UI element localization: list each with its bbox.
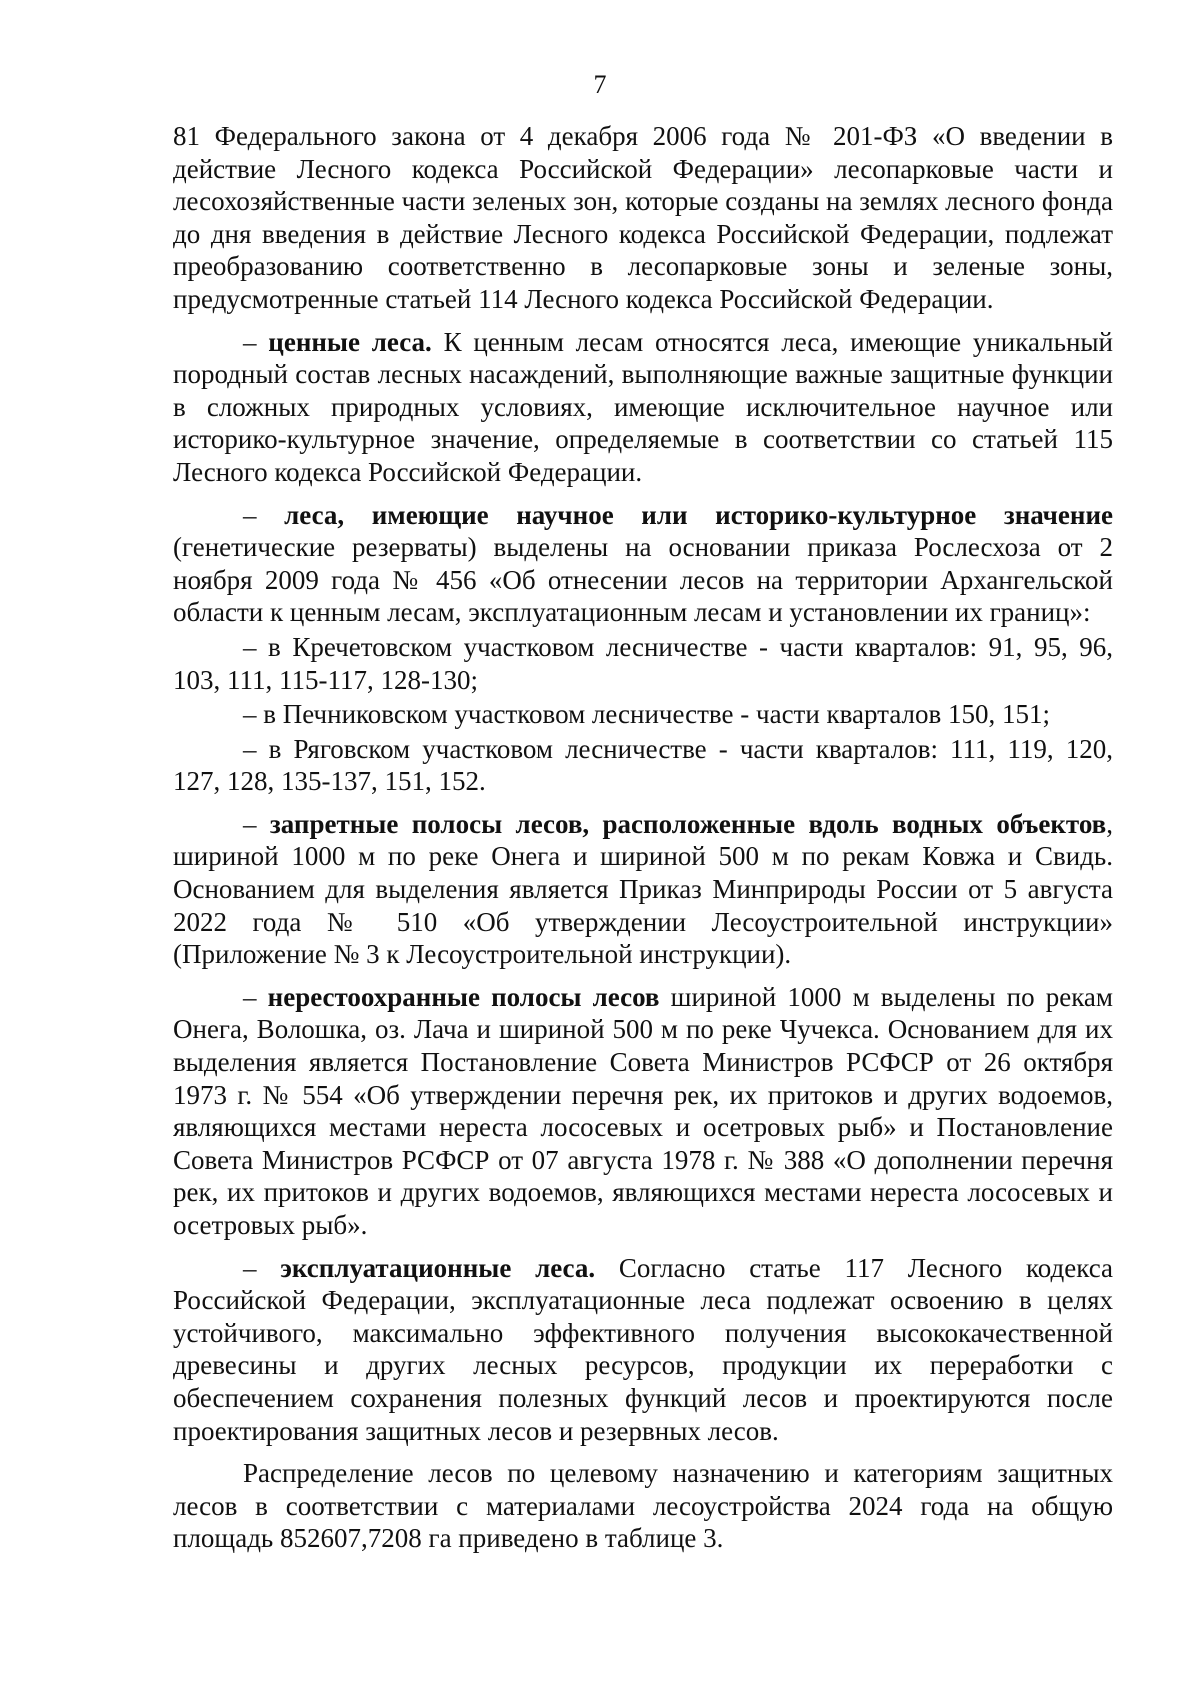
paragraph-text: (генетические резерваты) выделены на основании приказа Рослесхоза от 2 ноября 2009 года № 456 «Об отнесении лесов на территории Архангельской области к ценным лесам, эксплуатационным лесам и установлении их границ»: (173, 532, 1113, 628)
dash-prefix: – (243, 499, 285, 530)
page-number: 7 (593, 70, 607, 99)
term-heading: нерестоохранные полосы лесов (267, 981, 660, 1012)
paragraph-scientific-forests (173, 499, 1113, 629)
list-item-text: – в Печниковском участковом лесничестве - части кварталов 150, 151; (243, 699, 1051, 730)
paragraph-exploitation-forests (173, 1252, 1113, 1448)
paragraph-text: , шириной 1000 м по реке Онега и шириной 500 м по рекам Ковжа и Свидь. Основанием для выделения является Приказ Минприроды России от 5 августа 2022 года № 510 «Об утверждении Лесоустроительной инструкции» (Приложение № 3 к Лесоустроительной инструкции). (173, 808, 1114, 970)
dash-prefix: – (243, 808, 270, 839)
paragraph-text: Распределение лесов по целевому назначению и категориям защитных лесов в соответствии с материалами лесоустройства 2024 года на общую площадь 852607,7208 га приведено в таблице 3. (173, 1458, 1113, 1554)
term-heading: запретные полосы лесов, расположенные вдоль водных объектов (269, 808, 1107, 839)
dash-prefix: – (243, 1252, 281, 1283)
term-heading: эксплуатационные леса. (280, 1252, 596, 1283)
paragraph-text: шириной 1000 м выделены по рекам Онега, Волошка, оз. Лача и шириной 500 м по реке Чучекса. Основанием для их выделения является Постановление Совета Министров РСФСР от 26 октября 1973 г. № 554 «Об утверждении перечня рек, их притоков и других водоемов, являющихся местами нереста лососевых и осетровых рыб» и Постановление Совета Министров РСФСР от 07 августа 1978 г. № 388 «О дополнении перечня рек, их притоков и других водоемов, являющихся местами нереста лососевых и осетровых рыб». (173, 981, 1113, 1240)
list-item-pechnikovsky (173, 698, 1113, 731)
paragraph-text: К ценным лесам относятся леса, имеющие уникальный породный состав лесных насаждений, выполняющие важные защитные функции в сложных природных условиях, имеющие исключительное научное или историко-культурное значение, определяемые в соответствии со статьей 115 Лесного кодекса Российской Федерации. (173, 326, 1114, 487)
paragraph-text: Согласно статье 117 Лесного кодекса Российской Федерации, эксплуатационные леса подлежат освоению в целях устойчивого, максимально эффективного получения высококачественной древесины и других лесных ресурсов, продукции их переработки с обеспечением сохранения полезных функций лесов и проектируются после проектирования защитных лесов и резервных лесов. (173, 1252, 1113, 1446)
dash-prefix: – (243, 326, 269, 357)
paragraph-spawning-strips (173, 981, 1113, 1242)
term-heading: леса, имеющие научное или историко-культурное значение (284, 499, 1113, 530)
paragraph-valuable-forests (173, 326, 1113, 489)
list-item-text: – в Кречетовском участковом лесничестве - части кварталов: 91, 95, 96, 103, 111, 115-117, 128-130; (173, 631, 1113, 695)
list-item-krechetovsky (173, 631, 1113, 696)
term-heading: ценные леса. (268, 326, 432, 357)
paragraph-prohibited-strips (173, 808, 1113, 971)
dash-prefix: – (243, 981, 268, 1012)
list-item-text: – в Ряговском участковом лесничестве - части кварталов: 111, 119, 120, 127, 128, 135-137, 151, 152. (173, 733, 1113, 797)
document-body (173, 120, 1113, 1565)
paragraph-text: 81 Федерального закона от 4 декабря 2006 года № 201-ФЗ «О введении в действие Лесного кодекса Российской Федерации» лесопарковые части и лесохозяйственные части зеленых зон, которые созданы на землях лесного фонда до дня введения в действие Лесного кодекса Российской Федерации, подлежат преобразованию соответственно в лесопарковые зоны и зеленые зоны, предусмотренные статьей 114 Лесного кодекса Российской Федерации. (173, 121, 1113, 314)
list-item-ryagovsky (173, 733, 1113, 798)
paragraph-continuation (173, 120, 1113, 316)
paragraph-distribution (173, 1457, 1113, 1555)
